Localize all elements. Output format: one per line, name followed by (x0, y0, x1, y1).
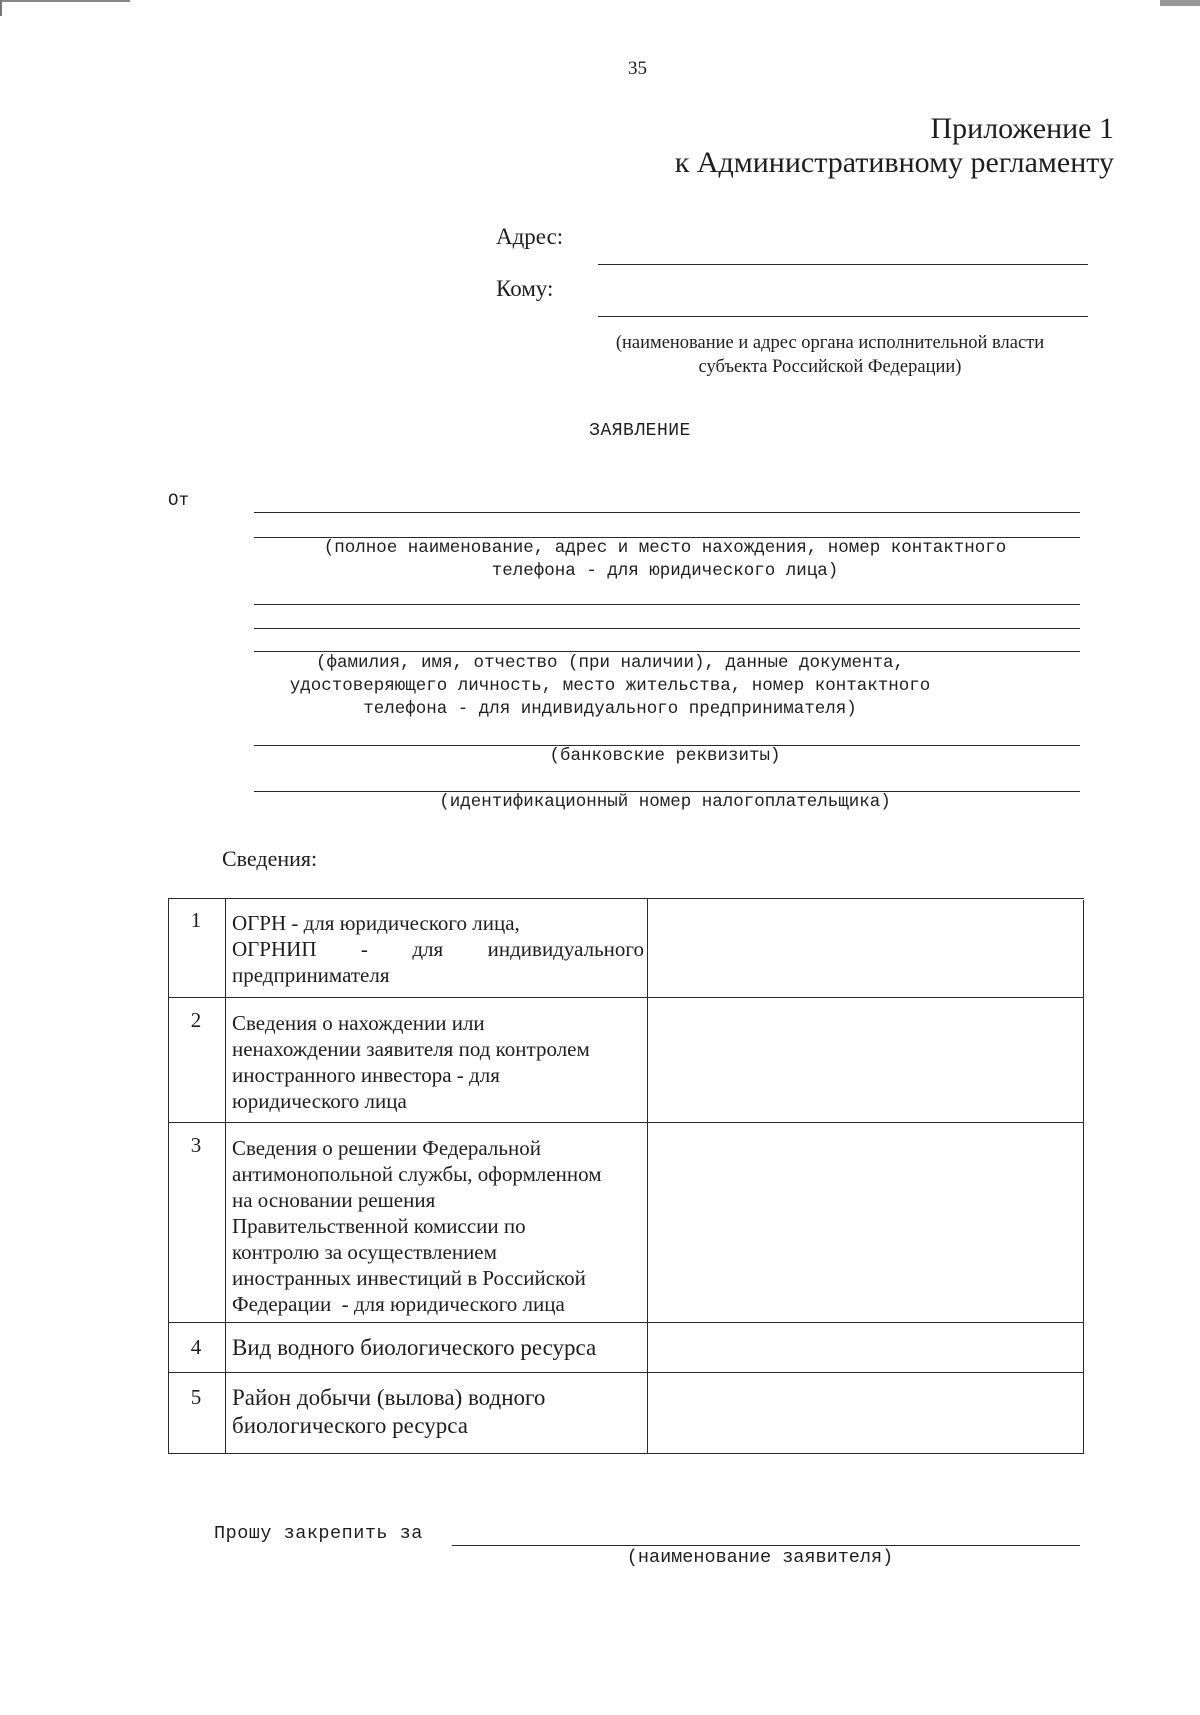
table-row-description: Вид водного биологического ресурса (232, 1335, 597, 1360)
table-row-separator (168, 997, 1084, 998)
individual-field-line-2[interactable] (254, 628, 1080, 629)
info-label: Сведения: (222, 846, 318, 871)
individual-field-line-1[interactable] (254, 604, 1080, 605)
individual-entrepreneur-caption: (фамилия, имя, отчество (при наличии), данные документа, удостоверяющего личность, место жительства, номер контактного телефона - для индивидуального предпринимателя) (289, 653, 931, 719)
table-row-value[interactable] (650, 999, 1080, 1120)
table-border-right (1083, 900, 1084, 1453)
table-row-value[interactable] (650, 1124, 1080, 1320)
table-row-separator (168, 1322, 1084, 1323)
appendix-title: Приложение 1 (930, 112, 1114, 145)
table-row-number: 4 (190, 1335, 202, 1359)
row-1-line-3: предпринимателя (232, 963, 390, 987)
legal-entity-caption: (полное наименование, адрес и место нахождения, номер контактного телефона - для юридического лица) (323, 538, 1007, 581)
table-divider-number (225, 898, 226, 1453)
table-border-bottom (168, 1453, 1084, 1454)
table-divider-value (647, 898, 648, 1453)
applicant-name-field-line[interactable] (452, 1545, 1080, 1546)
table-row-number: 3 (190, 1133, 202, 1157)
row-1-line-1: ОГРН - для юридического лица, (232, 911, 520, 935)
recipient-caption (560, 331, 1100, 379)
table-row-description (232, 910, 644, 988)
statement-title: ЗАЯВЛЕНИЕ (589, 421, 691, 441)
table-row-value[interactable] (650, 900, 1080, 995)
address-label: Адрес: (496, 224, 564, 249)
table-row-separator (168, 1372, 1084, 1373)
table-row-description: Сведения о нахождении или ненахождении заявителя под контролем иностранного инвестора - для юридического лица (232, 1011, 590, 1113)
recipient-caption-text: (наименование и адрес органа исполнительной власти субъекта Российской Федерации) (615, 333, 1045, 377)
row-1-line-2: ОГРНИП - для индивидуального (232, 937, 644, 961)
table-row-value[interactable] (650, 1324, 1080, 1370)
request-label: Прошу закрепить за (214, 1523, 423, 1544)
scan-artifact-top-left-edge (0, 0, 2, 16)
page-number: 35 (628, 58, 647, 79)
table-row-number: 1 (190, 908, 202, 932)
table-row-description: Сведения о решении Федеральной антимонопольной службы, оформленном на основании решения Правительственной комиссии по контролю за осуществлением иностранных инвестиций в Российской Федерации - для юридического лица (232, 1136, 602, 1316)
table-row-number: 5 (190, 1385, 202, 1409)
table-row-description: Район добычи (вылова) водного биологического ресурса (232, 1385, 546, 1438)
table-border-left (168, 898, 169, 1453)
to-label: Кому: (496, 276, 554, 301)
applicant-name-caption: (наименование заявителя) (626, 1547, 894, 1568)
table-row-value[interactable] (650, 1374, 1080, 1451)
table-row-separator (168, 1122, 1084, 1123)
inn-caption: (идентификационный номер налогоплательщика) (439, 792, 891, 812)
scan-artifact-top-left (0, 0, 130, 2)
appendix-subtitle: к Административному регламенту (674, 146, 1114, 179)
bank-details-caption: (банковские реквизиты) (549, 746, 781, 766)
scan-artifact-top-right (1160, 0, 1200, 6)
table-border-top (168, 898, 1084, 899)
address-field-line[interactable] (598, 264, 1088, 265)
recipient-field-line[interactable] (598, 316, 1088, 317)
from-label: От (168, 491, 190, 511)
table-row-number: 2 (190, 1008, 202, 1032)
from-field-line-1[interactable] (254, 512, 1080, 513)
